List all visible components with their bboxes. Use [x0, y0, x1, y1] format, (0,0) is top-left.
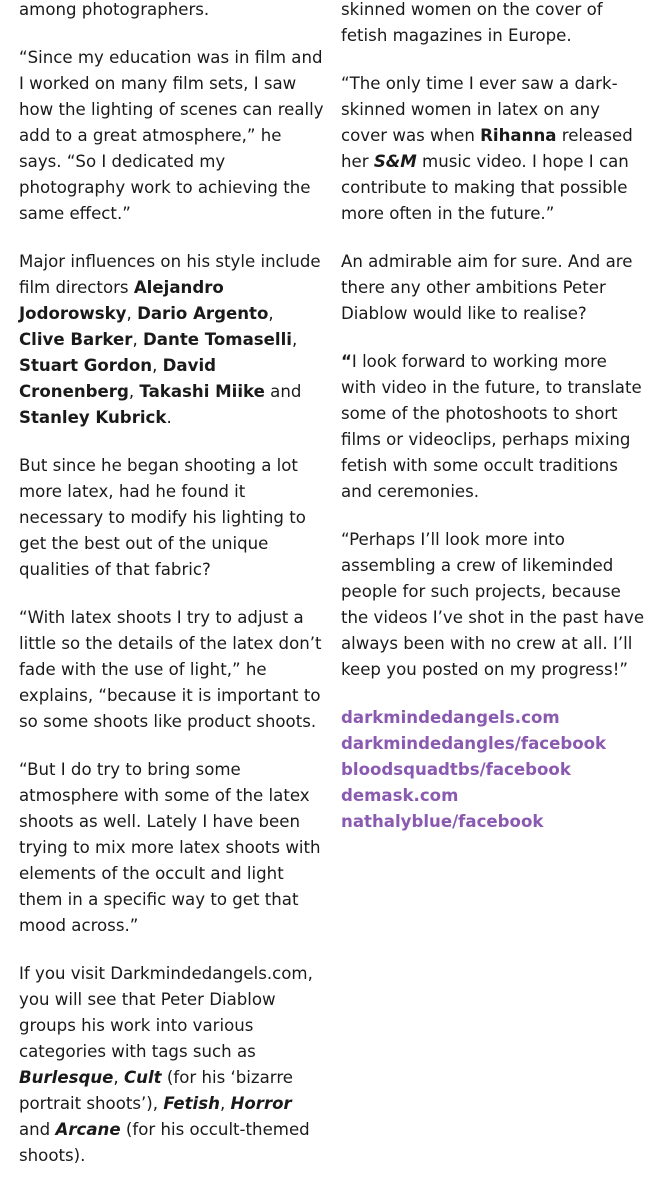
director-name: Clive Barker — [19, 330, 133, 349]
director-name: Alejandro Jodorowsky — [19, 278, 224, 323]
separator: , — [152, 356, 163, 375]
director-name: David Cronenberg — [19, 356, 217, 401]
category-tag: Burlesque — [19, 1068, 114, 1087]
video-quote-text: I look forward to working more with video in the future, to translate some of the photoshoots to short films or videoclips, perhaps mixing fetish with some occult traditions and ceremonies. — [341, 352, 642, 501]
separator: , — [113, 1068, 124, 1087]
link-list — [341, 705, 646, 835]
artist-name: Rihanna — [480, 126, 557, 145]
paragraph-latex-answer: “With latex shoots I try to adjust a little so the details of the latex don’t fade with the use of light,” he explains, “because it is important to so some shoots like product shoots. — [19, 608, 322, 731]
director-name: Stuart Gordon — [19, 356, 153, 375]
category-tag: Cult — [123, 1068, 162, 1087]
link-bloodsquadtbs-facebook[interactable]: bloodsquadtbs/facebook — [341, 760, 571, 779]
category-tag: Arcane — [55, 1120, 121, 1139]
video-title: S&M — [373, 152, 417, 171]
paragraph-continuation: skinned women on the cover of fetish magazines in Europe. — [341, 0, 603, 45]
separator: , — [219, 1094, 231, 1113]
link-demask[interactable]: demask.com — [341, 786, 459, 805]
paragraph-cover-quote — [341, 71, 646, 227]
open-quote-mark: “ — [341, 352, 352, 371]
director-name: Dario Argento — [137, 304, 269, 323]
separator: (for his occult-themed shoots). — [19, 1120, 310, 1165]
director-name: Stanley Kubrick — [19, 408, 167, 427]
cover-quote-intro: “The only time I ever saw a dark-skinned women in latex on any cover was when — [341, 74, 618, 145]
paragraph-atmosphere-quote: “But I do try to bring some atmosphere with some of the latex shoots as well. Lately I have been trying to mix more latex shoots with elements of the occult and light them in a specific way to get that mood across.” — [19, 760, 321, 935]
influences-intro: Major influences on his style include film directors — [19, 252, 321, 297]
separator: , — [268, 304, 274, 323]
paragraph-continuation: among photographers. — [19, 0, 210, 19]
separator: , — [291, 330, 298, 349]
separator: and — [264, 382, 302, 401]
director-name: Takashi Miike — [139, 382, 265, 401]
paragraph-latex-question: But since he began shooting a lot more latex, had he found it necessary to modify his lighting to get the best out of the unique qualities of that fabric? — [19, 456, 306, 579]
category-tag: Fetish — [163, 1094, 220, 1113]
paragraph-ambitions-question: An admirable aim for sure. And are there any other ambitions Peter Diablow would like to realise? — [341, 252, 633, 323]
separator: released her — [341, 126, 633, 171]
cover-quote-end: music video. I hope I can contribute to making that possible more often in the future.” — [341, 152, 629, 223]
separator: . — [166, 408, 172, 427]
link-nathalyblue-facebook[interactable]: nathalyblue/facebook — [341, 812, 544, 831]
separator: , — [132, 330, 144, 349]
separator: , — [128, 382, 140, 401]
paragraph-crew-quote: “Perhaps I’ll look more into assembling a crew of likeminded people for such projects, because the videos I’ve shot in the past have always been with no crew at all. I’ll keep you posted on my progress!” — [341, 530, 645, 679]
paragraph-video-quote — [341, 349, 646, 505]
paragraph-influences — [19, 249, 324, 431]
article-left-column — [19, 0, 324, 1191]
paragraph-lighting-quote: “Since my education was in film and I worked on many film sets, I saw how the lighting of scenes can really add to a great atmosphere,” he says. “So I dedicated my photography work to achieving the same effect.” — [19, 48, 324, 223]
link-darkmindedangles-facebook[interactable]: darkmindedangles/facebook — [341, 734, 607, 753]
link-darkmindedangels[interactable]: darkmindedangels.com — [341, 708, 560, 727]
categories-intro: If you visit Darkmindedangels.com, you will see that Peter Diablow groups his work into various categories with tags such as — [19, 964, 313, 1061]
director-name: Dante Tomaselli — [143, 330, 292, 349]
article-right-column — [341, 0, 646, 835]
paragraph-categories — [19, 961, 324, 1169]
separator: (for his ‘bizarre portrait shoots’), — [19, 1068, 293, 1113]
separator: , — [126, 304, 138, 323]
category-tag: Horror — [230, 1094, 292, 1113]
separator: and — [19, 1120, 56, 1139]
